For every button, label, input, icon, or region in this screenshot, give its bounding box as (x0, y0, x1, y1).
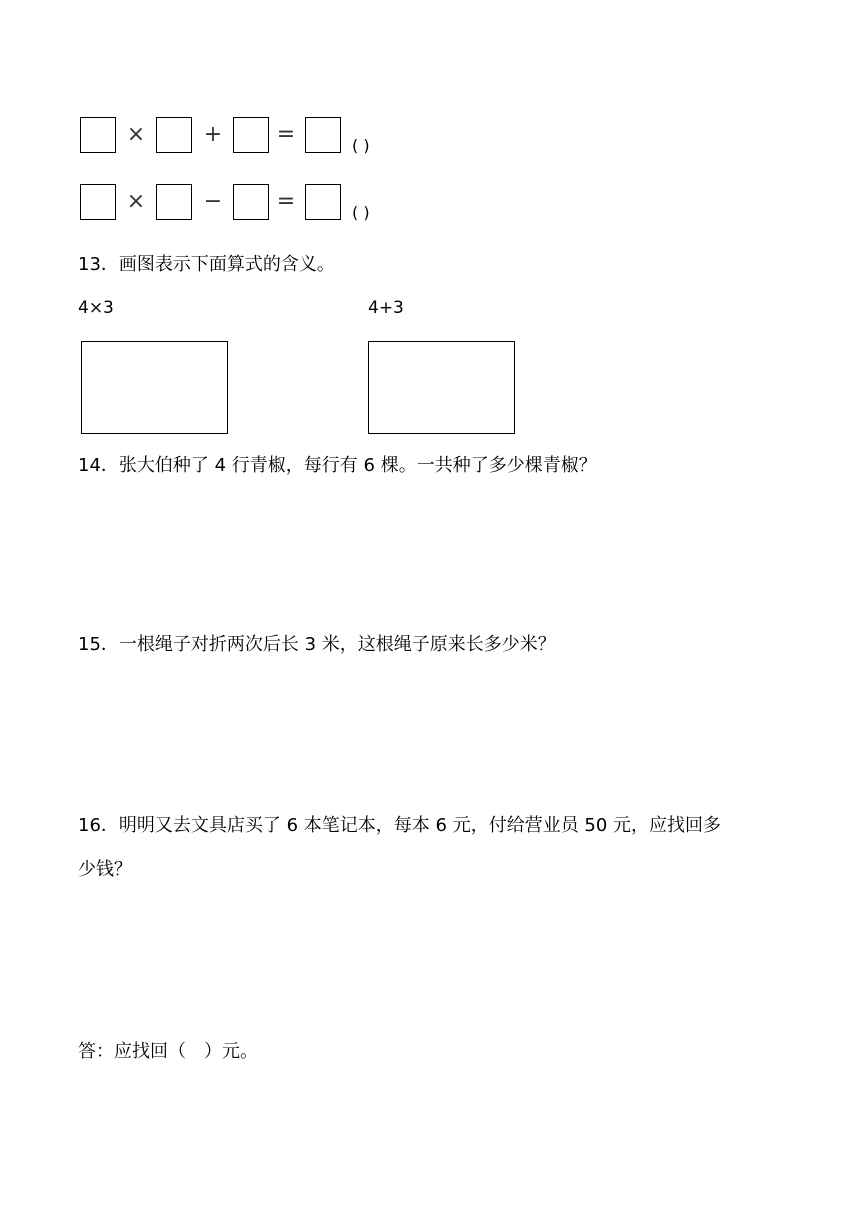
answer-box[interactable] (233, 184, 269, 220)
question-16-line-1: 16．明明又去文具店买了 6 本笔记本，每本 6 元，付给营业员 50 元，应找回多 (78, 815, 722, 836)
answer-box[interactable] (80, 117, 116, 153)
answer-box[interactable] (233, 117, 269, 153)
question-15: 15．一根绳子对折两次后长 3 米，这根绳子原来长多少米？ (78, 634, 556, 655)
plus-sign: + (203, 122, 223, 147)
question-14: 14．张大伯种了 4 行青椒，每行有 6 棵。一共种了多少棵青椒？ (78, 455, 597, 476)
expression-left: 4×3 (78, 298, 114, 318)
times-sign: × (126, 189, 146, 214)
answer-box[interactable] (305, 184, 341, 220)
question-16-line-2: 少钱？ (78, 859, 132, 880)
answer-line: 答：应找回（ ）元。 (78, 1041, 258, 1062)
drawing-area-right[interactable] (368, 341, 515, 434)
blank-paren[interactable]: ( ) (352, 203, 370, 222)
equals-sign: = (276, 189, 296, 214)
answer-box[interactable] (305, 117, 341, 153)
answer-box[interactable] (80, 184, 116, 220)
question-13: 13．画图表示下面算式的含义。 (78, 254, 335, 275)
blank-paren[interactable]: ( ) (352, 136, 370, 155)
drawing-area-left[interactable] (81, 341, 228, 434)
equals-sign: = (276, 122, 296, 147)
times-sign: × (126, 122, 146, 147)
minus-sign: − (203, 189, 223, 214)
answer-box[interactable] (156, 117, 192, 153)
expression-right: 4+3 (368, 298, 404, 318)
answer-box[interactable] (156, 184, 192, 220)
